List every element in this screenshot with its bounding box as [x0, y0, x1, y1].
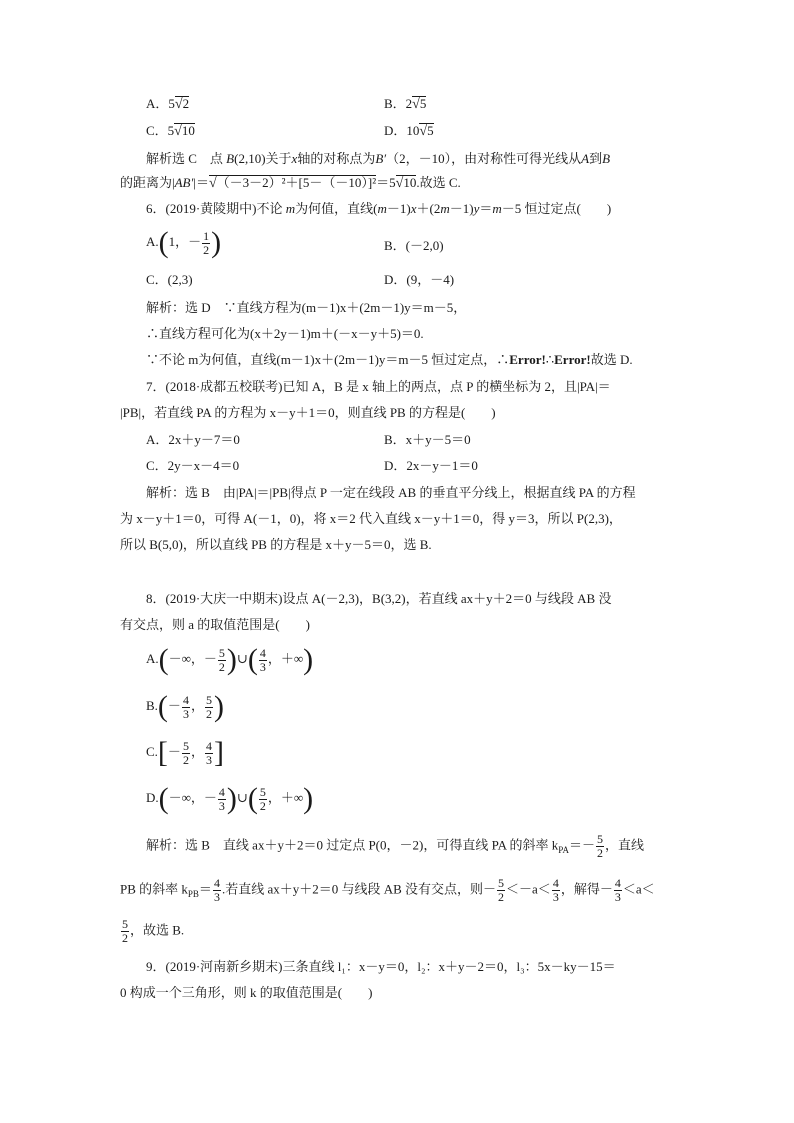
q7-solution-line-1: 解析：选 B 由|PA|＝|PB|得点 P 一定在线段 AB 的垂直平分线上，根据直线 PA 的方程	[146, 485, 636, 500]
q7-solution-line-2: 为 x－y＋1＝0，可得 A(－1，0)，将 x＝2 代入直线 x－y＋1＝0，得 y＝3，所以 P(2,3)，	[120, 511, 622, 526]
q8-option-a: A.(－∞，－ $\frac{5}{2}$ )∪( $\frac{4}{3}$ ，＋∞)	[146, 643, 314, 676]
q6-stem: 6．(2019·黄陵期中)不论 m为何值，直线(m－1)x＋(2m－1)y＝m－5 恒过定点( )	[146, 201, 612, 216]
q6-option-b: B．(－2,0)	[384, 238, 444, 253]
q6-solution-line-3: ∵不论 m为何值，直线(m－1)x＋(2m－1)y＝m－5 恒过定点，∴Error!∴Error!故选 D.	[146, 352, 633, 367]
q6-option-d: D．(9，－4)	[384, 272, 455, 287]
q8-option-c: C.[－ $\frac{5}{2}$ ， $\frac{4}{3}$ ]	[146, 736, 224, 769]
q5-option-c: C．5√10	[146, 123, 195, 139]
q7-option-b: B．x＋y－5＝0	[384, 432, 471, 447]
q6-solution-line-1: 解析：选 D ∵直线方程为(m－1)x＋(2m－1)y＝m－5，	[146, 300, 467, 315]
q9-stem-line-1: 9．(2019·河南新乡期末)三条直线 l₁：x－y＝0，l₂：x＋y－2＝0，l₃：5x－ky－15＝	[146, 959, 616, 974]
q7-option-a: A．2x＋y－7＝0	[146, 432, 240, 447]
q7-stem-line-1: 7．(2018·成都五校联考)已知 A，B 是 x 轴上的两点，点 P 的横坐标为 2，且|PA|＝	[146, 379, 611, 394]
q5-option-a: A．5√2	[146, 96, 190, 112]
q8-option-d: D.(－∞，－ $\frac{4}{3}$ )∪( $\frac{5}{2}$ ，＋∞)	[146, 782, 314, 815]
q5-solution-line-2: 的距离为|AB′|＝√（－3－2）²＋[5－（－10）]²＝5√10.故选 C.	[120, 175, 461, 191]
q7-stem-line-2: |PB|，若直线 PA 的方程为 x－y＋1＝0，则直线 PB 的方程是( )	[120, 405, 496, 420]
q8-solution-line-2: PB 的斜率 $k_{PB}=$ $\frac{4}{3}$ .若直线 ax＋y＋2＝0 与线段 AB 没有交点，则－ $\frac{5}{2}$ ＜－a＜ $\frac{4}{3}$ ，解得－ $\frac{4}{3}$ ＜a＜	[120, 876, 655, 904]
q6-solution-line-2: ∴直线方程可化为(x＋2y－1)m＋(－x－y＋5)＝0.	[146, 326, 424, 341]
q9-stem-line-2: 0 构成一个三角形，则 k 的取值范围是( )	[120, 985, 373, 1000]
q8-solution-line-3: $\frac{5}{2}$ ，故选 B.	[122, 917, 185, 945]
q7-option-d: D．2x－y－1＝0	[384, 458, 478, 473]
q5-solution-line-1: 解析选 C 点 B(2,10)关于x轴的对称点为B′（2，－10），由对称性可得光线从A到B	[146, 151, 611, 166]
q7-solution-line-3: 所以 B(5,0)，所以直线 PB 的方程是 x＋y－5＝0，选 B.	[120, 537, 432, 552]
q5-option-b: B．2√5	[384, 96, 427, 112]
q7-option-c: C．2y－x－4＝0	[146, 458, 240, 473]
q8-option-b: B.(－ $\frac{4}{3}$ ， $\frac{5}{2}$ )	[146, 690, 224, 723]
q8-stem-line-2: 有交点，则 a 的取值范围是( )	[120, 617, 310, 632]
q6-option-c: C．(2,3)	[146, 272, 193, 287]
q8-stem-line-1: 8．(2019·大庆一中期末)设点 A(－2,3)，B(3,2)，若直线 ax＋y＋2＝0 与线段 AB 没	[146, 591, 612, 606]
q6-option-a: A.(1，－ $\frac{1}{2}$ )	[146, 226, 222, 259]
q8-solution-line-1: 解析：选 B 直线 ax＋y＋2＝0 过定点 P(0，－2)，可得直线 PA 的斜率 $k_{PA}=-$ $\frac{5}{2}$ ，直线	[146, 832, 645, 860]
q5-option-d: D．10√5	[384, 123, 434, 139]
